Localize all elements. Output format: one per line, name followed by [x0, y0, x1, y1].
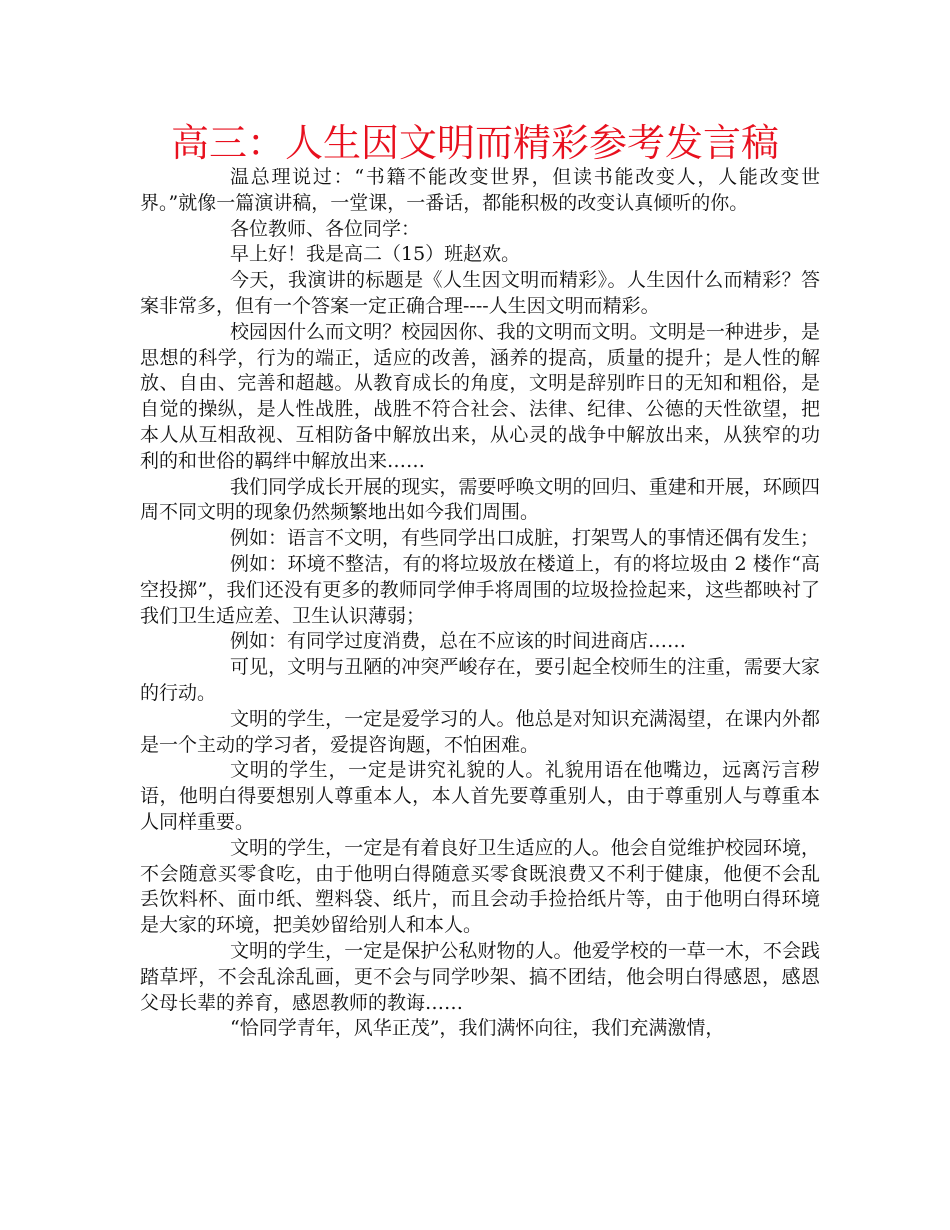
paragraph: 温总理说过：“书籍不能改变世界，但读书能改变人，人能改变世界。”就像一篇演讲稿，一堂课，一番话，都能积极的改变认真倾听的你。 — [140, 166, 820, 214]
paragraph: 校园因什么而文明？校园因你、我的文明而文明。文明是一种进步，是思想的科学，行为的端正，适应的改善，涵养的提高，质量的提升；是人性的解放、自由、完善和超越。从教育成长的角度，文明是辞别昨日的无知和粗俗，是自觉的操纵，是人性战胜，战胜不符合社会、法律、纪律、公德的天性欲望，把本人从互相敌视、互相防备中解放出来，从心灵的战争中解放出来，从狭窄的功利的和世俗的羁绊中解放出来…… — [140, 320, 820, 472]
paragraph: 文明的学生，一定是爱学习的人。他总是对知识充满渴望，在课内外都是一个主动的学习者，爱提咨询题，不怕困难。 — [140, 707, 820, 756]
paragraph: 文明的学生，一定是讲究礼貌的人。礼貌用语在他嘴边，远离污言秽语，他明白得要想别人尊重本人，本人首先要尊重别人，由于尊重别人与尊重本人同样重要。 — [140, 759, 820, 833]
paragraph: 今天，我演讲的标题是《人生因文明而精彩》。人生因什么而精彩？答案非常多，但有一个答案一定正确合理----人生因文明而精彩。 — [140, 269, 820, 317]
paragraph: “恰同学青年，风华正茂”，我们满怀向往，我们充满激情， — [230, 1017, 725, 1040]
paragraph: 我们同学成长开展的现实，需要呼唤文明的回归、重建和开展，环顾四周不同文明的现象仍然频繁地出如今我们周围。 — [140, 475, 820, 524]
document-body — [140, 165, 820, 1042]
paragraph: 例如：语言不文明，有些同学出口成脏，打架骂人的事情还偶有发生； — [230, 527, 820, 550]
paragraph: 文明的学生，一定是有着良好卫生适应的人。他会自觉维护校园环境，不会随意买零食吃，由于他明白得随意买零食既浪费又不利于健康，他便不会乱丢饮料杯、面巾纸、塑料袋、纸片，而且会动手捡拾纸片等，由于他明白得环境是大家的环境，把美妙留给别人和本人。 — [140, 836, 820, 937]
paragraph: 早上好！我是高二（15）班赵欢。 — [230, 243, 521, 266]
paragraph: 可见，文明与丑陋的冲突严峻存在，要引起全校师生的注重，需要大家的行动。 — [140, 656, 820, 704]
document-title: 高三：人生因文明而精彩参考发言稿 — [170, 121, 779, 165]
paragraph: 例如：有同学过度消费，总在不应该的时间进商店…… — [230, 630, 687, 653]
paragraph: 例如：环境不整洁，有的将垃圾放在楼道上，有的将垃圾由 2 楼作“高空投掷”，我们还没有更多的教师同学伸手将周围的垃圾捡捡起来，这些都映衬了我们卫生适应差、卫生认识薄弱； — [140, 552, 820, 627]
paragraph: 各位教师、各位同学： — [230, 217, 421, 240]
paragraph: 文明的学生，一定是保护公私财物的人。他爱学校的一草一木，不会践踏草坪，不会乱涂乱画，更不会与同学吵架、搞不团结，他会明白得感恩，感恩父母长辈的养育，感恩教师的教诲…… — [140, 939, 820, 1014]
